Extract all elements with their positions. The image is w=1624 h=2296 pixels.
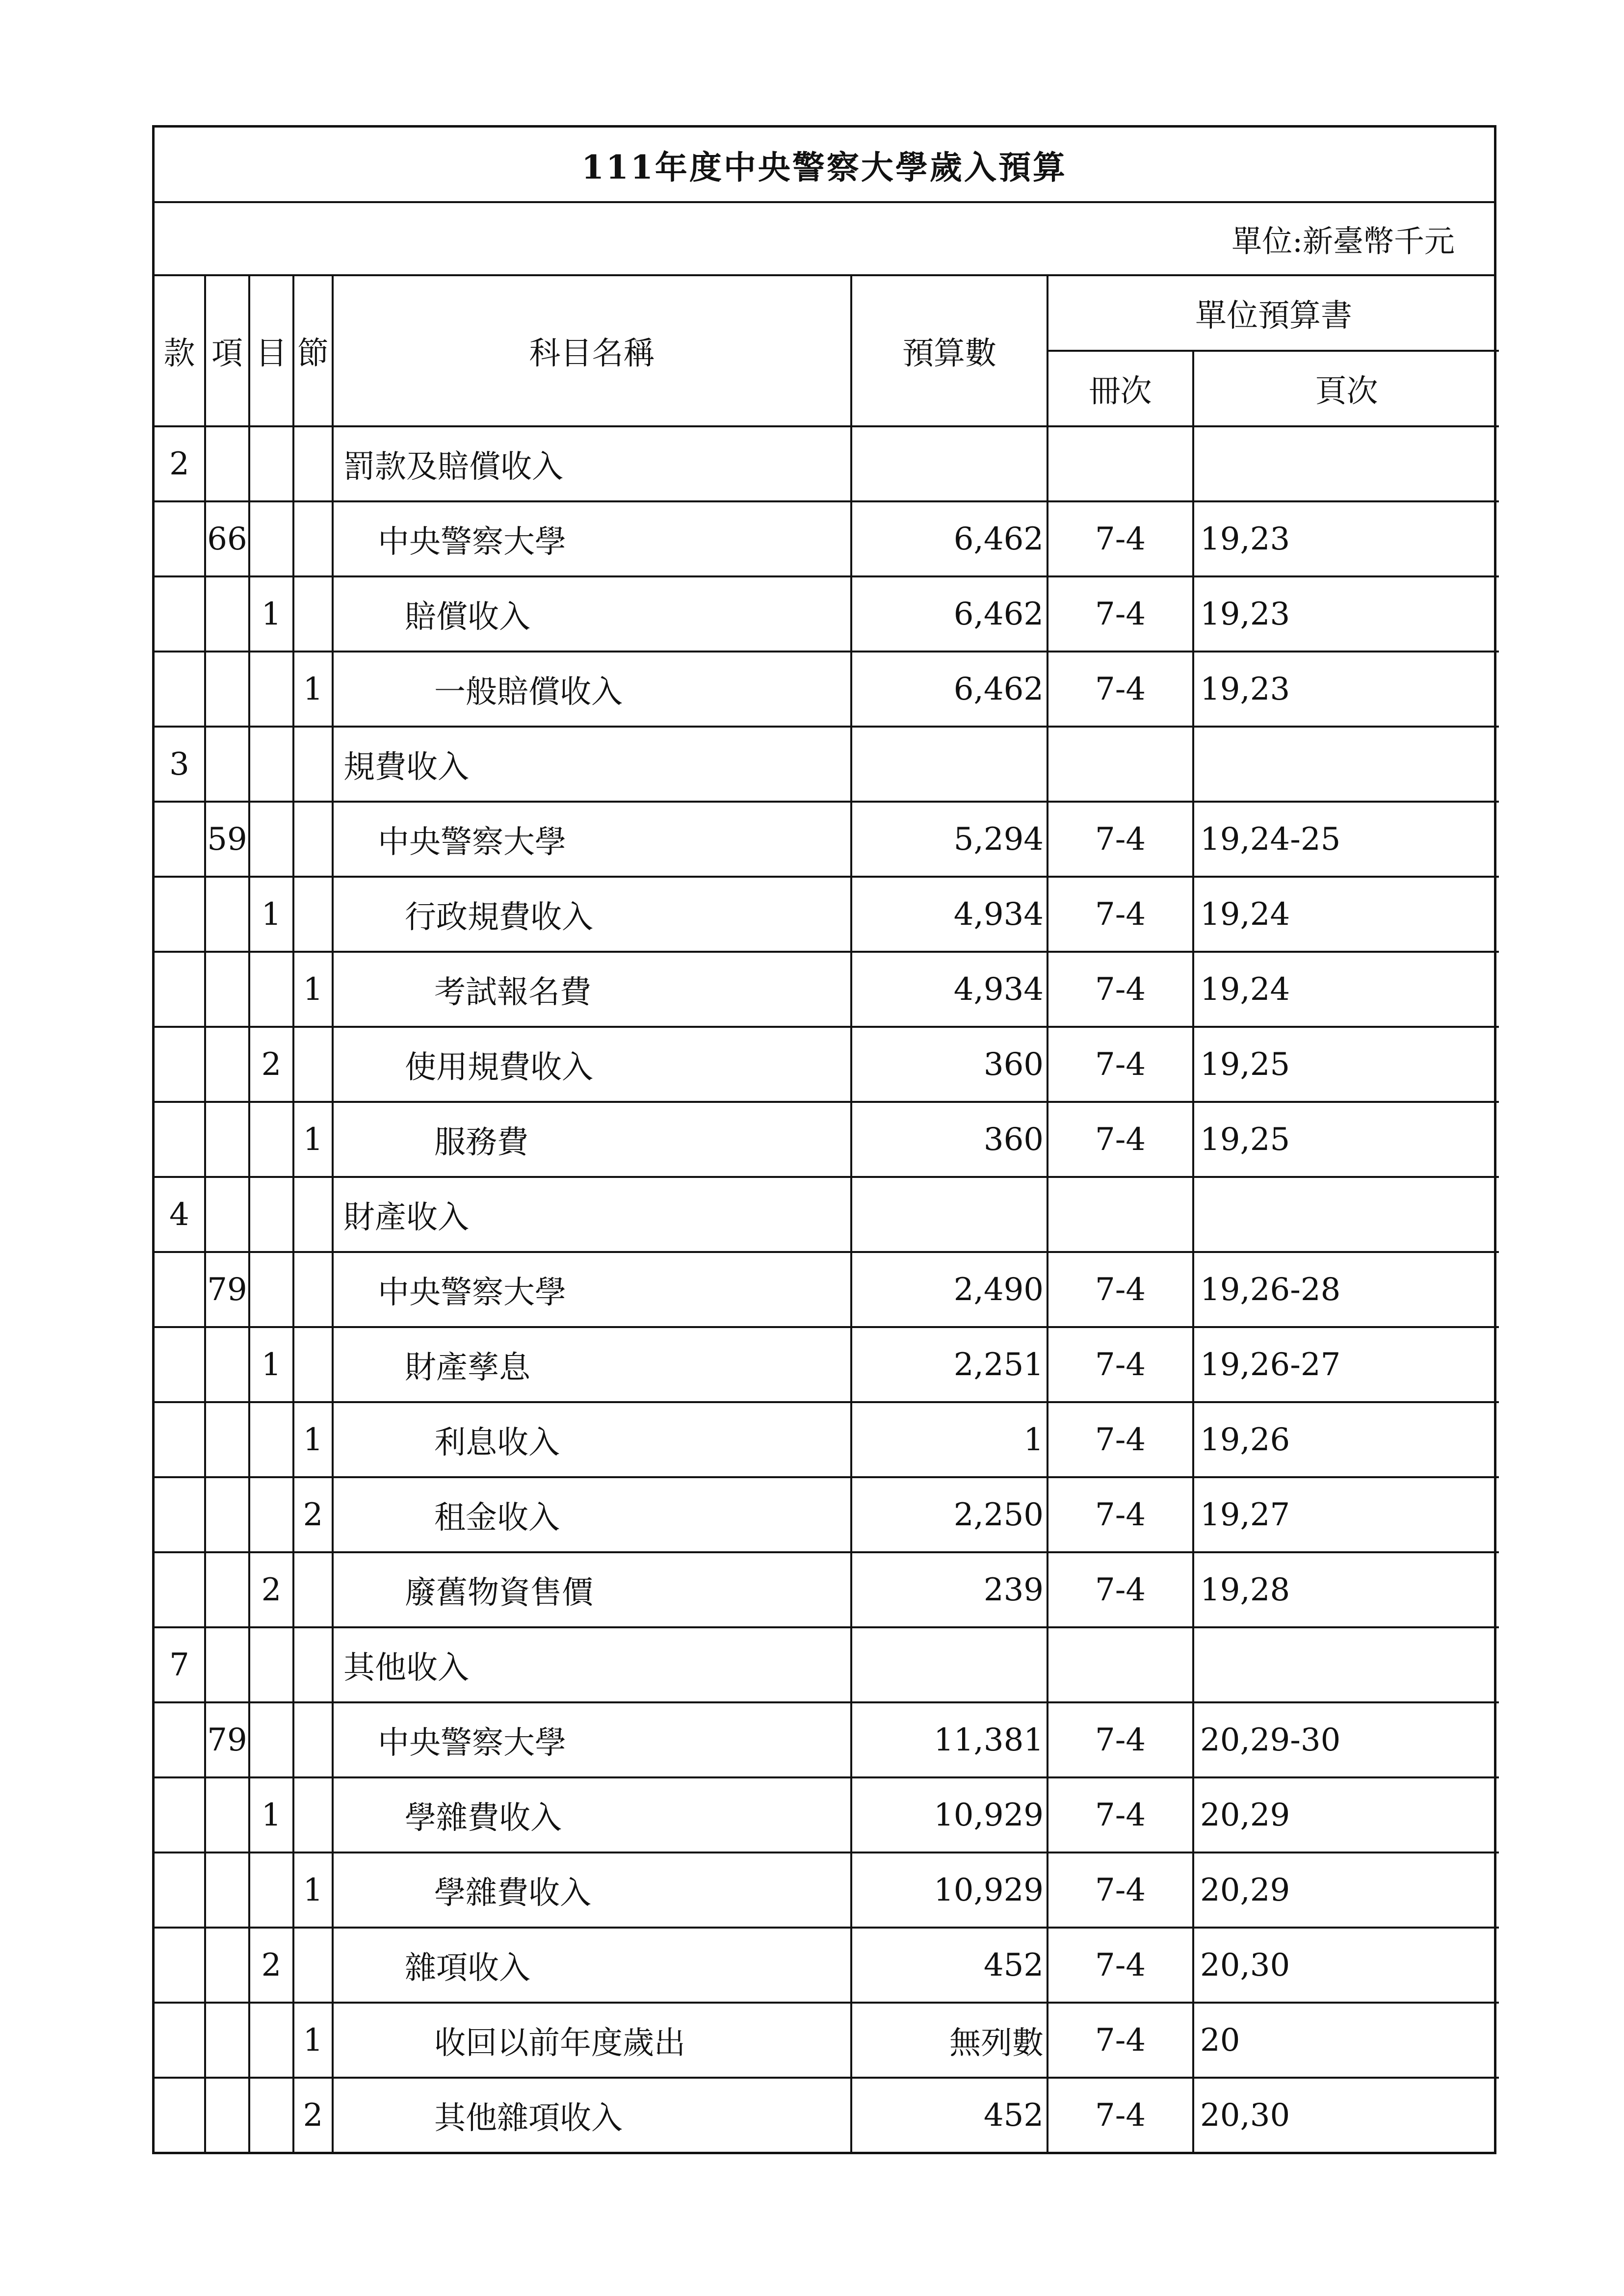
cell-amount: 6,462	[851, 576, 1048, 652]
cell-name: 利息收入	[333, 1402, 851, 1477]
cell-mu: 2	[249, 1552, 293, 1627]
cell-page: 19,26	[1193, 1402, 1499, 1477]
cell-mu	[249, 2078, 293, 2152]
cell-name: 廢舊物資售價	[333, 1552, 851, 1627]
cell-page: 19,24	[1193, 877, 1499, 952]
header-name: 科目名稱	[333, 276, 851, 426]
cell-book	[1048, 1177, 1193, 1252]
cell-xiang	[205, 652, 249, 727]
cell-xiang	[205, 1027, 249, 1102]
cell-amount: 11,381	[851, 1702, 1048, 1777]
cell-kuan	[155, 1327, 205, 1402]
cell-xiang	[205, 1327, 249, 1402]
table-row	[155, 1928, 1499, 2003]
cell-name: 租金收入	[333, 1477, 851, 1552]
cell-name: 學雜費收入	[333, 1852, 851, 1928]
table-row	[155, 1702, 1499, 1777]
cell-page	[1193, 727, 1499, 802]
table-row	[155, 1327, 1499, 1402]
cell-book: 7-4	[1048, 1777, 1193, 1852]
cell-page: 20	[1193, 2003, 1499, 2078]
cell-jie	[293, 1327, 333, 1402]
cell-jie: 1	[293, 952, 333, 1027]
cell-mu	[249, 802, 293, 877]
cell-name: 罰款及賠償收入	[333, 426, 851, 501]
cell-page	[1193, 426, 1499, 501]
table-row	[155, 1777, 1499, 1852]
cell-name: 其他雜項收入	[333, 2078, 851, 2152]
cell-name: 服務費	[333, 1102, 851, 1177]
cell-name: 財產孳息	[333, 1327, 851, 1402]
cell-mu	[249, 952, 293, 1027]
table-row	[155, 426, 1499, 501]
cell-book: 7-4	[1048, 501, 1193, 576]
cell-jie	[293, 426, 333, 501]
table-header	[155, 276, 1499, 426]
budget-table	[155, 276, 1499, 2152]
cell-name: 使用規費收入	[333, 1027, 851, 1102]
cell-amount	[851, 1627, 1048, 1702]
cell-book: 7-4	[1048, 1928, 1193, 2003]
cell-amount: 6,462	[851, 501, 1048, 576]
cell-amount	[851, 426, 1048, 501]
cell-kuan	[155, 652, 205, 727]
cell-jie	[293, 1777, 333, 1852]
cell-book: 7-4	[1048, 2078, 1193, 2152]
cell-jie: 1	[293, 652, 333, 727]
cell-name: 賠償收入	[333, 576, 851, 652]
table-row	[155, 1177, 1499, 1252]
cell-page: 19,25	[1193, 1027, 1499, 1102]
cell-mu: 2	[249, 1027, 293, 1102]
cell-name: 收回以前年度歲出	[333, 2003, 851, 2078]
cell-page: 19,27	[1193, 1477, 1499, 1552]
cell-book	[1048, 1627, 1193, 1702]
cell-jie	[293, 727, 333, 802]
cell-kuan	[155, 1552, 205, 1627]
cell-amount: 360	[851, 1027, 1048, 1102]
cell-amount	[851, 1177, 1048, 1252]
cell-amount: 10,929	[851, 1852, 1048, 1928]
cell-jie	[293, 1552, 333, 1627]
cell-page: 20,30	[1193, 1928, 1499, 2003]
table-row	[155, 501, 1499, 576]
cell-amount: 10,929	[851, 1777, 1048, 1852]
table-row	[155, 802, 1499, 877]
cell-xiang	[205, 952, 249, 1027]
cell-kuan: 3	[155, 727, 205, 802]
cell-book: 7-4	[1048, 652, 1193, 727]
cell-mu	[249, 1627, 293, 1702]
cell-mu: 1	[249, 1327, 293, 1402]
cell-amount: 2,250	[851, 1477, 1048, 1552]
table-row	[155, 2078, 1499, 2152]
header-jie: 節	[293, 276, 333, 426]
cell-book: 7-4	[1048, 1477, 1193, 1552]
budget-sheet	[152, 125, 1496, 2154]
cell-amount: 2,251	[851, 1327, 1048, 1402]
cell-kuan	[155, 2078, 205, 2152]
cell-kuan	[155, 576, 205, 652]
cell-page	[1193, 1177, 1499, 1252]
cell-mu: 1	[249, 1777, 293, 1852]
cell-kuan	[155, 1102, 205, 1177]
table-row	[155, 1402, 1499, 1477]
cell-xiang: 79	[205, 1252, 249, 1327]
cell-name: 中央警察大學	[333, 802, 851, 877]
cell-name: 財產收入	[333, 1177, 851, 1252]
cell-xiang	[205, 1777, 249, 1852]
cell-xiang	[205, 727, 249, 802]
cell-name: 學雜費收入	[333, 1777, 851, 1852]
header-mu: 目	[249, 276, 293, 426]
cell-mu: 1	[249, 576, 293, 652]
cell-mu	[249, 1852, 293, 1928]
table-row	[155, 652, 1499, 727]
cell-jie	[293, 1702, 333, 1777]
cell-book: 7-4	[1048, 1327, 1193, 1402]
cell-mu	[249, 1477, 293, 1552]
cell-jie: 1	[293, 2003, 333, 2078]
cell-mu	[249, 1177, 293, 1252]
cell-kuan	[155, 1928, 205, 2003]
cell-mu	[249, 652, 293, 727]
cell-amount: 無列數	[851, 2003, 1048, 2078]
cell-mu	[249, 1402, 293, 1477]
cell-amount: 4,934	[851, 877, 1048, 952]
cell-name: 考試報名費	[333, 952, 851, 1027]
cell-mu	[249, 426, 293, 501]
cell-kuan	[155, 802, 205, 877]
cell-name: 中央警察大學	[333, 501, 851, 576]
cell-xiang	[205, 1627, 249, 1702]
cell-page: 20,30	[1193, 2078, 1499, 2152]
cell-book: 7-4	[1048, 1552, 1193, 1627]
cell-xiang: 66	[205, 501, 249, 576]
cell-book: 7-4	[1048, 1027, 1193, 1102]
cell-kuan: 7	[155, 1627, 205, 1702]
cell-xiang	[205, 2003, 249, 2078]
cell-jie	[293, 1027, 333, 1102]
cell-kuan	[155, 1027, 205, 1102]
cell-xiang	[205, 426, 249, 501]
header-amount: 預算數	[851, 276, 1048, 426]
header-kuan: 款	[155, 276, 205, 426]
cell-book: 7-4	[1048, 1402, 1193, 1477]
cell-kuan	[155, 1477, 205, 1552]
cell-amount	[851, 727, 1048, 802]
cell-jie	[293, 576, 333, 652]
cell-jie	[293, 1627, 333, 1702]
cell-kuan: 2	[155, 426, 205, 501]
cell-kuan	[155, 1702, 205, 1777]
cell-xiang	[205, 1177, 249, 1252]
table-row	[155, 2003, 1499, 2078]
header-page: 頁次	[1193, 351, 1499, 426]
cell-book: 7-4	[1048, 2003, 1193, 2078]
cell-book: 7-4	[1048, 576, 1193, 652]
cell-jie	[293, 1252, 333, 1327]
cell-jie: 2	[293, 1477, 333, 1552]
cell-amount: 6,462	[851, 652, 1048, 727]
cell-xiang	[205, 1102, 249, 1177]
table-row	[155, 1627, 1499, 1702]
cell-kuan: 4	[155, 1177, 205, 1252]
cell-name: 中央警察大學	[333, 1252, 851, 1327]
header-xiang: 項	[205, 276, 249, 426]
table-row	[155, 1102, 1499, 1177]
cell-xiang	[205, 1852, 249, 1928]
cell-jie	[293, 877, 333, 952]
cell-amount: 2,490	[851, 1252, 1048, 1327]
cell-kuan	[155, 1402, 205, 1477]
cell-book: 7-4	[1048, 1852, 1193, 1928]
cell-page	[1193, 1627, 1499, 1702]
cell-xiang: 59	[205, 802, 249, 877]
cell-book: 7-4	[1048, 877, 1193, 952]
cell-jie	[293, 1928, 333, 2003]
cell-jie: 1	[293, 1402, 333, 1477]
cell-jie: 1	[293, 1102, 333, 1177]
cell-jie	[293, 501, 333, 576]
table-row	[155, 1252, 1499, 1327]
cell-page: 19,26-27	[1193, 1327, 1499, 1402]
cell-amount: 1	[851, 1402, 1048, 1477]
cell-mu	[249, 1252, 293, 1327]
cell-name: 雜項收入	[333, 1928, 851, 2003]
header-unit-budget: 單位預算書	[1048, 276, 1499, 351]
cell-name: 一般賠償收入	[333, 652, 851, 727]
cell-page: 19,23	[1193, 652, 1499, 727]
cell-page: 19,28	[1193, 1552, 1499, 1627]
cell-page: 19,23	[1193, 576, 1499, 652]
cell-xiang	[205, 1402, 249, 1477]
table-row	[155, 1027, 1499, 1102]
table-row	[155, 1852, 1499, 1928]
table-row	[155, 1552, 1499, 1627]
cell-kuan	[155, 1777, 205, 1852]
cell-kuan	[155, 877, 205, 952]
cell-mu: 2	[249, 1928, 293, 2003]
cell-kuan	[155, 952, 205, 1027]
cell-page: 20,29	[1193, 1852, 1499, 1928]
cell-page: 19,23	[1193, 501, 1499, 576]
cell-amount: 239	[851, 1552, 1048, 1627]
cell-book	[1048, 727, 1193, 802]
cell-page: 19,25	[1193, 1102, 1499, 1177]
cell-page: 20,29-30	[1193, 1702, 1499, 1777]
cell-amount: 5,294	[851, 802, 1048, 877]
cell-name: 中央警察大學	[333, 1702, 851, 1777]
table-body	[155, 426, 1499, 2152]
table-row	[155, 727, 1499, 802]
cell-jie	[293, 1177, 333, 1252]
page-title: 111年度中央警察大學歲入預算	[155, 128, 1494, 203]
cell-amount: 4,934	[851, 952, 1048, 1027]
cell-mu	[249, 1702, 293, 1777]
cell-name: 行政規費收入	[333, 877, 851, 952]
cell-page: 20,29	[1193, 1777, 1499, 1852]
cell-kuan	[155, 1852, 205, 1928]
cell-amount: 360	[851, 1102, 1048, 1177]
cell-book: 7-4	[1048, 802, 1193, 877]
cell-xiang	[205, 1552, 249, 1627]
header-book: 冊次	[1048, 351, 1193, 426]
cell-amount: 452	[851, 1928, 1048, 2003]
table-row	[155, 952, 1499, 1027]
cell-xiang	[205, 576, 249, 652]
cell-amount: 452	[851, 2078, 1048, 2152]
cell-kuan	[155, 501, 205, 576]
cell-kuan	[155, 2003, 205, 2078]
table-row	[155, 576, 1499, 652]
cell-name: 其他收入	[333, 1627, 851, 1702]
cell-mu	[249, 1102, 293, 1177]
table-row	[155, 1477, 1499, 1552]
cell-page: 19,24	[1193, 952, 1499, 1027]
cell-book: 7-4	[1048, 952, 1193, 1027]
cell-mu: 1	[249, 877, 293, 952]
cell-name: 規費收入	[333, 727, 851, 802]
cell-mu	[249, 501, 293, 576]
cell-book	[1048, 426, 1193, 501]
cell-jie	[293, 802, 333, 877]
cell-mu	[249, 2003, 293, 2078]
cell-xiang	[205, 1477, 249, 1552]
cell-page: 19,24-25	[1193, 802, 1499, 877]
cell-jie: 2	[293, 2078, 333, 2152]
cell-xiang	[205, 2078, 249, 2152]
cell-book: 7-4	[1048, 1702, 1193, 1777]
cell-jie: 1	[293, 1852, 333, 1928]
cell-kuan	[155, 1252, 205, 1327]
cell-book: 7-4	[1048, 1102, 1193, 1177]
table-row	[155, 877, 1499, 952]
cell-book: 7-4	[1048, 1252, 1193, 1327]
cell-xiang	[205, 1928, 249, 2003]
cell-xiang	[205, 877, 249, 952]
cell-page: 19,26-28	[1193, 1252, 1499, 1327]
cell-mu	[249, 727, 293, 802]
cell-xiang: 79	[205, 1702, 249, 1777]
unit-label: 單位:新臺幣千元	[155, 203, 1494, 276]
